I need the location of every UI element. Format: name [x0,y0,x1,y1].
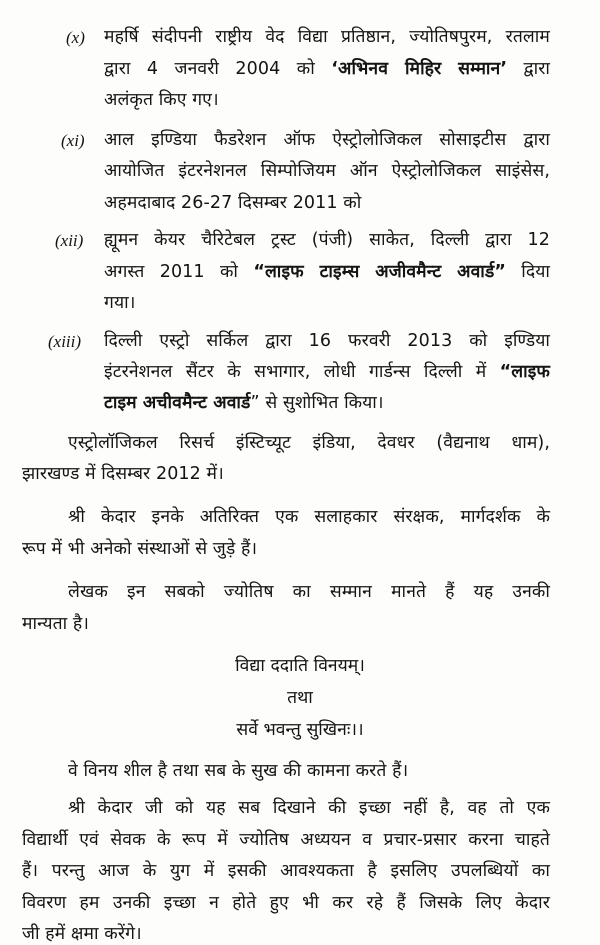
list-line [104,229,550,251]
paragraph-line [22,463,224,485]
text-segment: द्वारा [507,59,550,79]
paragraph-line [22,892,550,914]
paragraph-line [22,860,550,882]
list-marker: (xii) [55,231,84,250]
text-segment: मान्यता है। [22,614,90,634]
text-segment: हैं। परन्तु आज के युग में इसकी आवश्यकता है इसलिए उपलब्धियों का [22,861,550,881]
text-segment: लेखक इन सबको ज्योतिष का सम्मान मानते हैं यह उनकी [68,582,550,602]
list-line [104,330,550,352]
text-segment: झारखण्ड में दिसम्बर 2012 में। [22,464,224,484]
text-segment: ” से सुशोभित किया। [250,393,384,413]
paragraph-line [22,923,142,945]
paragraph-line [68,432,550,454]
list-line [104,26,550,48]
text-segment: महर्षि संदीपनी राष्ट्रीय वेद विद्या प्रतिष्ठान, ज्योतिषपुरम, रतलाम [104,27,550,47]
paragraph-line [22,829,550,851]
award-name: “लाइफ टाइम्स अजीवमैन्ट अवार्ड” [253,262,506,282]
list-marker: (x) [66,28,85,47]
text-segment: दिया [506,262,551,282]
text-segment: दिल्ली एस्ट्रो सर्किल द्वारा 16 फरवरी 2013 को इण्डिया [104,331,550,351]
text-segment: एस्ट्रोलॉजिकल रिसर्च इंस्टिच्यूट इंडिया, देवधर (वैद्यनाथ धाम), [68,433,550,453]
list-line [104,160,550,182]
text-segment: द्वारा 4 जनवरी 2004 को [104,59,332,79]
award-name: “लाइफ [499,362,550,382]
text-segment: इंटरनेशनल सैंटर के सभागार, लोधी गार्डन्स दिल्ली में [104,362,500,382]
list-line [104,89,219,111]
text-segment: अगस्त 2011 को [104,262,254,282]
text-segment: अलंकृत किए गए। [104,90,219,110]
paragraph-line [22,538,257,560]
list-line [104,261,550,283]
list-marker: (xiii) [48,332,82,351]
award-name: टाइम अचीवमैन्ट अवार्ड [104,393,251,413]
text-segment: ह्यूमन केयर चैरिटेबल ट्रस्ट (पंजी) साकेत, दिल्ली द्वारा 12 [104,230,550,250]
verse-line-2: तथा [287,688,313,708]
text-segment: आल इण्डिया फैडरेशन ऑफ ऐस्ट्रोलोजिकल सोसाइटीस द्वारा [104,130,550,150]
text-segment: जी हमें क्षमा करेंगे। [22,924,142,944]
list-line [104,58,550,80]
paragraph-line [68,581,550,603]
list-line [104,129,550,151]
list-line [104,361,550,383]
text-segment: आयोजित इंटरनेशनल सिम्पोजियम ऑन ऐस्ट्रोलोजिकल साइंसेस, [104,161,550,181]
paragraph-line [68,506,550,528]
paragraph-line [68,797,550,819]
paragraph-line [22,613,89,635]
text-segment: विवरण हम उनकी इच्छा न होते हुए भी कर रहे हैं जिसके लिए केदार [22,893,550,913]
text-segment: विद्यार्थी एवं सेवक के रूप में ज्योतिष अध्ययन व प्रचार-प्रसार करना चाहते [22,830,550,850]
text-segment: रूप में भी अनेको संस्थाओं से जुड़े हैं। [22,539,258,559]
verse-line-3: सर्वे भवन्तु सुखिनः।। [236,720,364,740]
text-segment: श्री केदार इनके अतिरिक्त एक सलाहकार संरक्षक, मार्गदर्शक के [68,507,550,527]
paragraph-line [68,760,408,782]
award-name: ‘अभिनव मिहिर सम्मान’ [331,59,508,79]
list-line [104,292,135,314]
text-segment: वे विनय शील है तथा सब के सुख की कामना करते हैं। [68,761,409,781]
list-line [104,192,361,214]
text-segment: गया। [104,293,136,313]
text-segment: श्री केदार जी को यह सब दिखाने की इच्छा नहीं है, वह तो एक [68,798,550,818]
list-marker: (xi) [61,131,85,150]
text-segment: अहमदाबाद 26-27 दिसम्बर 2011 को [104,193,362,213]
verse-line-1: विद्या ददाति विनयम्। [235,656,365,676]
list-line [104,392,384,414]
